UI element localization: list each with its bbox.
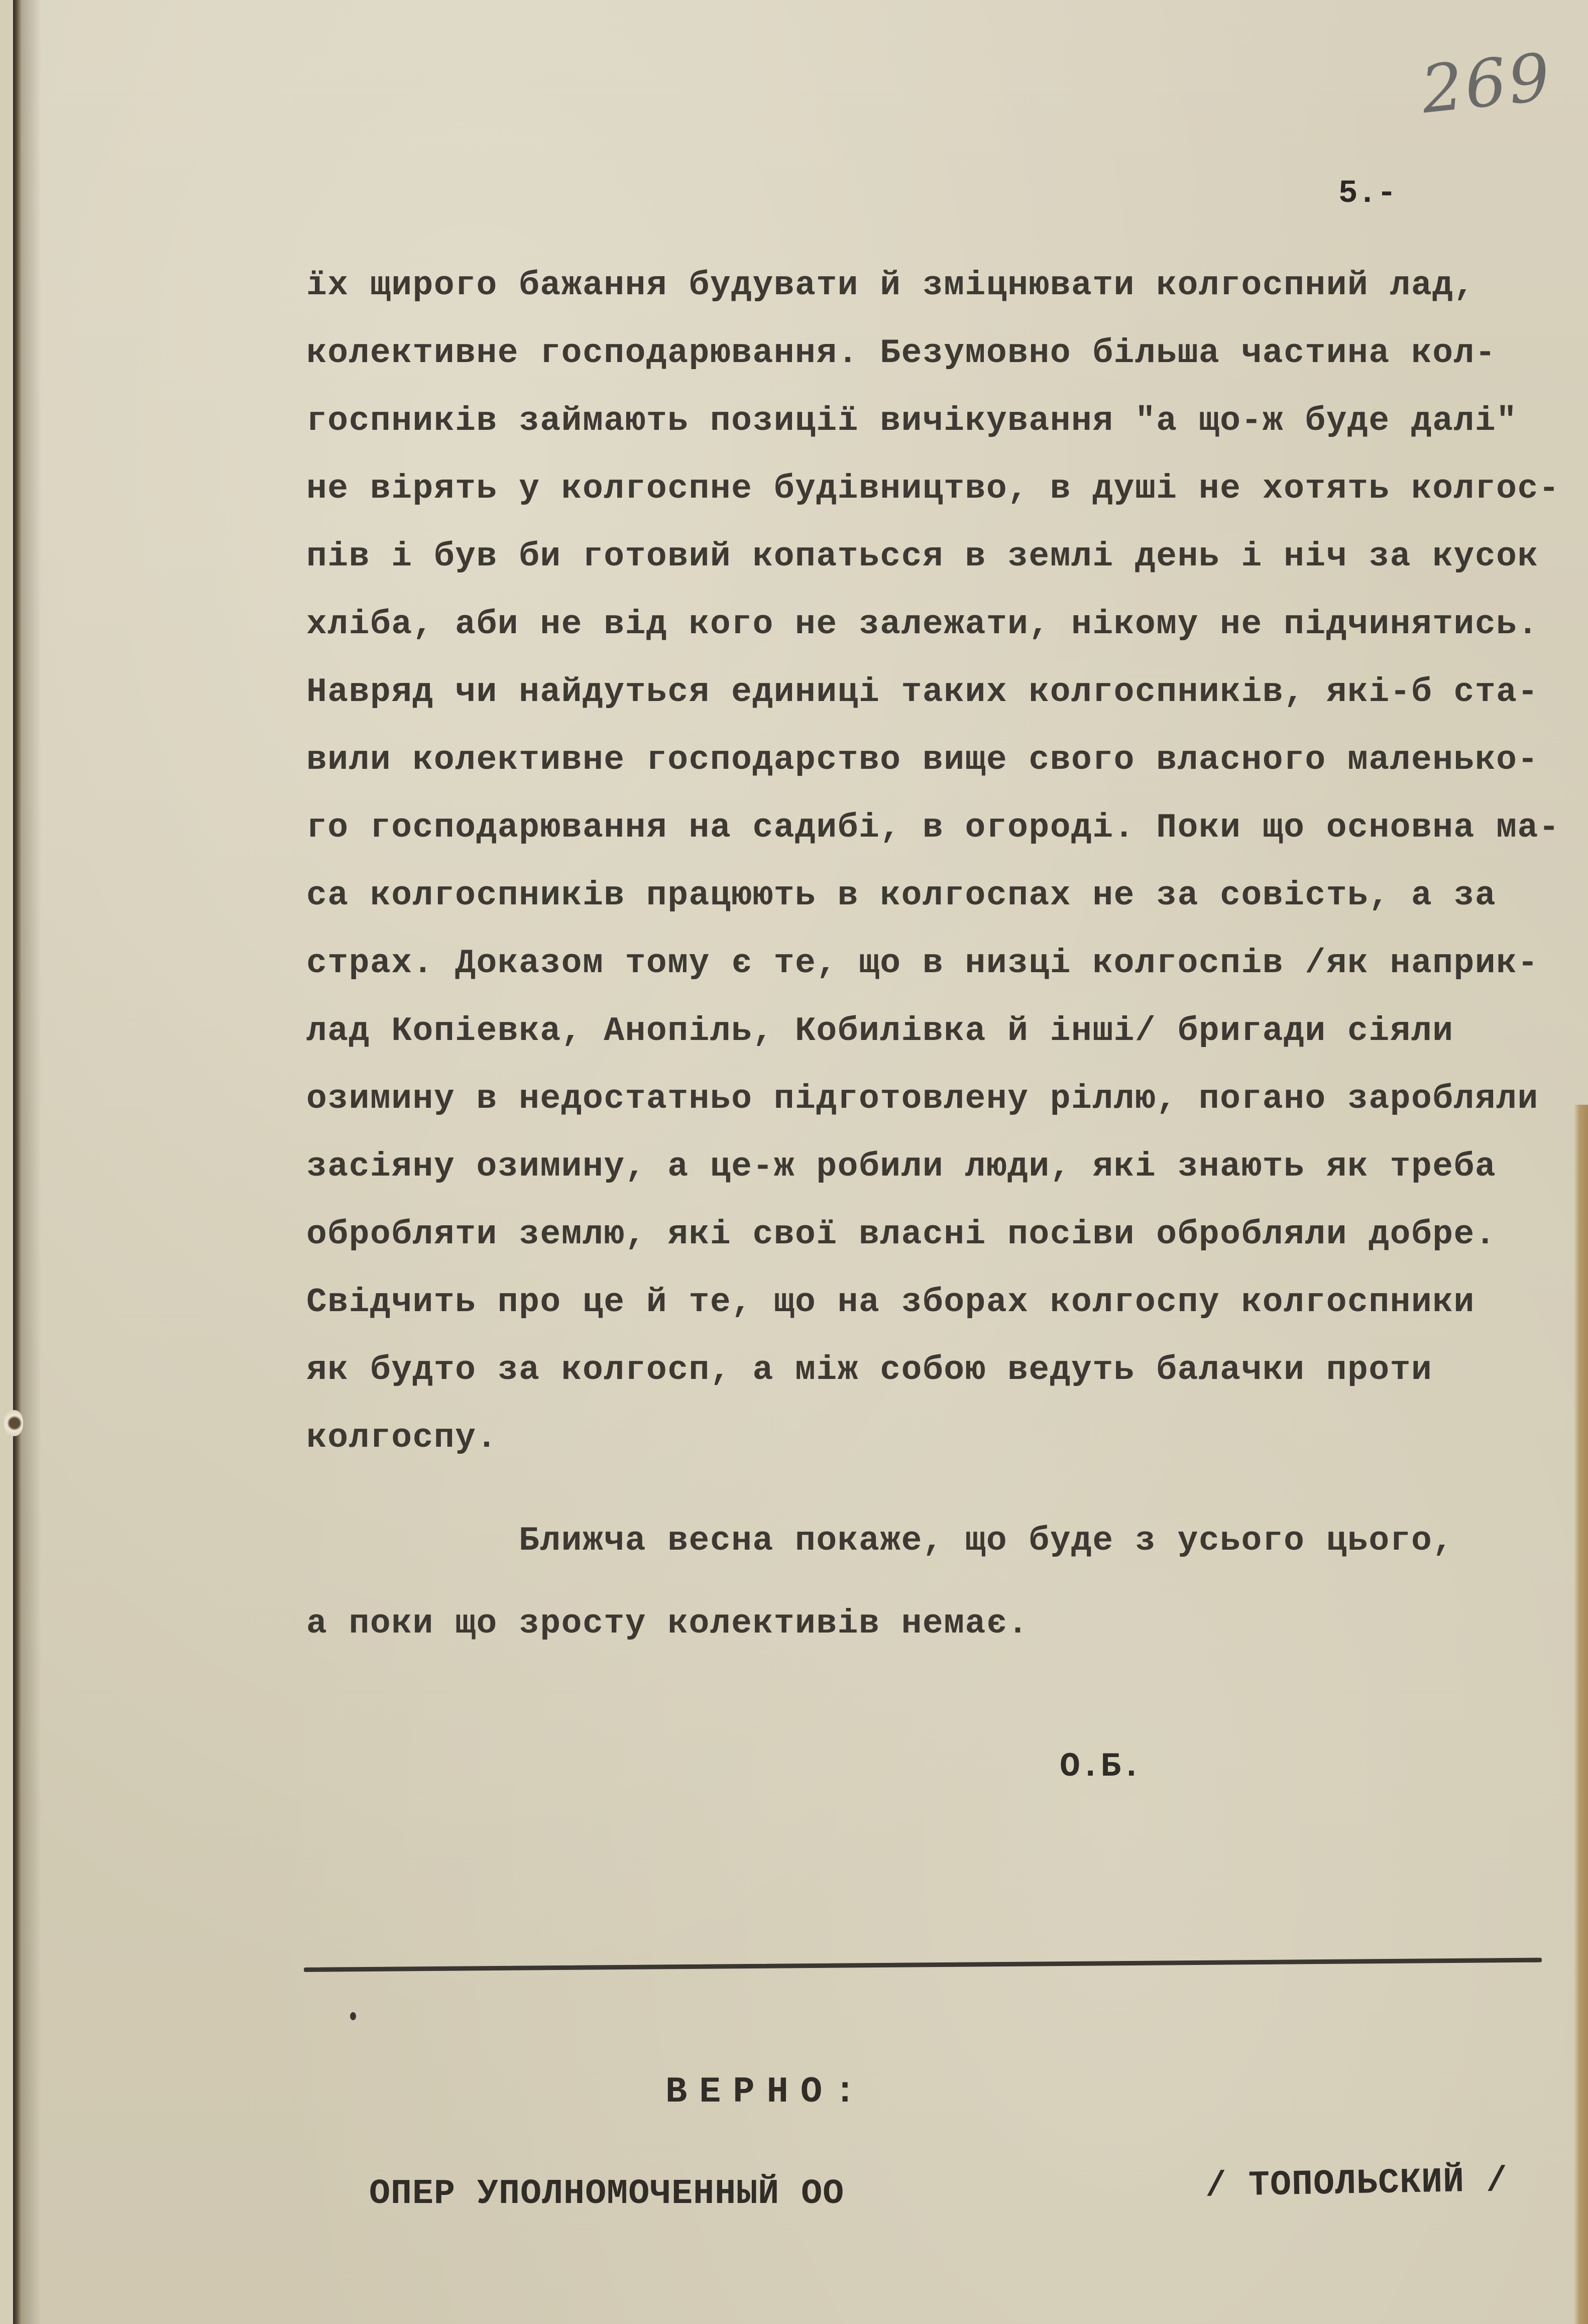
text-line: не вірять у колгоспне будівництво, в душі не хотять колгос- (306, 470, 1560, 508)
folio-number: 269 (1417, 38, 1556, 129)
text-line: Свідчить про це й те, що на зборах колгоспу колгоспники (306, 1283, 1475, 1322)
ink-speck (350, 2012, 356, 2020)
officer-name: / ТОПОЛЬСКИЙ / (1205, 2161, 1508, 2207)
text-line: колгоспу. (306, 1419, 498, 1457)
text-line: як будто за колгосп, а між собою ведуть балачки проти (306, 1351, 1433, 1389)
text-line: вили колективне господарство вище свого власного маленько- (306, 741, 1539, 779)
punch-hole (4, 1410, 23, 1436)
page-edge-stain (1574, 1105, 1588, 2324)
text-line: а поки що зросту колективів немає. (306, 1604, 1029, 1643)
text-line: озимину в недостатньо підготовлену ріллю, погано заробляли (306, 1080, 1539, 1118)
binding-edge (13, 0, 21, 2324)
text-line: госпників займають позиції вичікування "а що-ж буде далі" (306, 402, 1518, 440)
adjacent-page-strip (0, 0, 13, 2324)
separator-line (304, 1958, 1542, 1972)
text-line: колективне господарювання. Безумовно більша частина кол- (306, 334, 1497, 373)
text-line: го господарювання на садибі, в огороді. Поки що основна ма- (306, 808, 1560, 847)
page-number: 5.- (1338, 176, 1397, 212)
text-line: Навряд чи найдуться единиці таких колгоспників, які-б ста- (306, 673, 1539, 712)
text-line: лад Копіевка, Анопіль, Кобилівка й інші/ бригади сіяли (306, 1012, 1454, 1051)
certification-label: ВЕРНО: (665, 2071, 868, 2113)
text-line: страх. Доказом тому є те, що в низці колгоспів /як наприк- (306, 944, 1539, 983)
binding-shadow (21, 0, 41, 2324)
text-line: са колгоспників працюють в колгоспах не за совість, а за (306, 876, 1497, 915)
text-line: засіяну озимину, а це-ж робили люди, які знають як треба (306, 1147, 1497, 1186)
text-line: Ближча весна покаже, що буде з усього цього, (306, 1522, 1454, 1560)
officer-title: ОПЕР УПОЛНОМОЧЕННЫЙ ОО (369, 2174, 845, 2214)
text-line: хліба, аби не від кого не залежати, нікому не підчинятись. (306, 605, 1539, 644)
text-line: пів і був би готовий копатьсся в землі день і ніч за кусок (306, 537, 1539, 576)
text-line: їх щирого бажання будувати й зміцнювати колгоспний лад, (306, 266, 1475, 305)
signature-initials: О.Б. (1060, 1748, 1142, 1786)
text-line: обробляти землю, які свої власні посіви обробляли добре. (306, 1215, 1497, 1254)
